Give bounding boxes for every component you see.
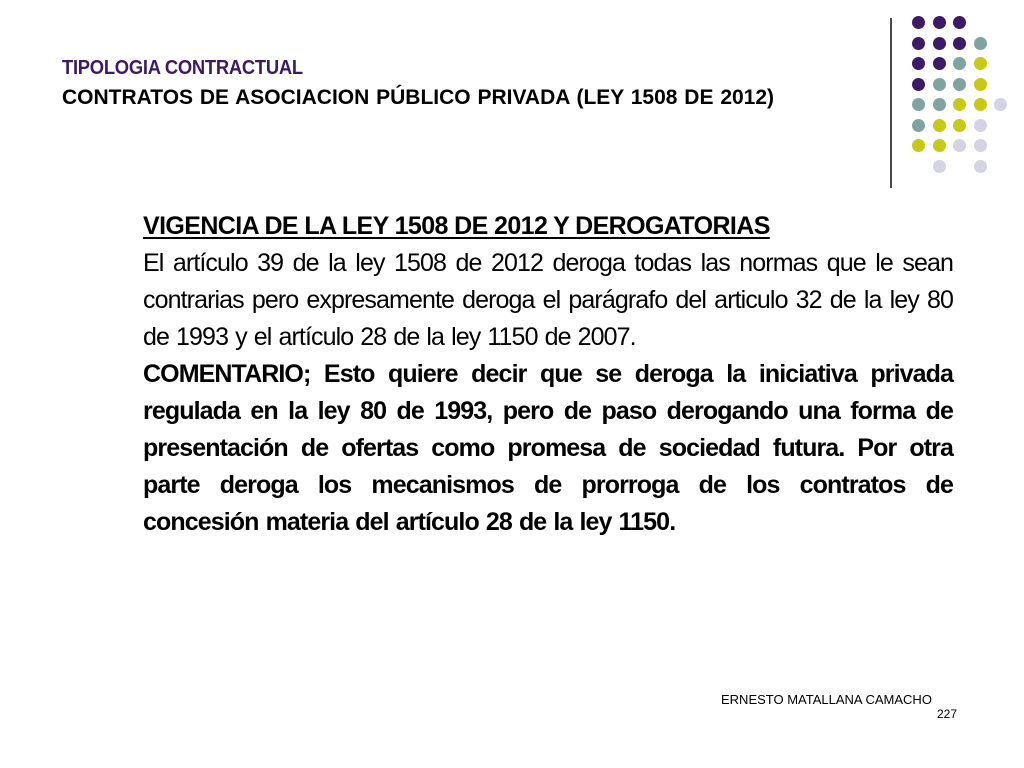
section-heading: VIGENCIA DE LA LEY 1508 DE 2012 Y DEROGATORIAS (143, 212, 770, 240)
comment-paragraph: COMENTARIO; Esto quiere decir que se deroga la iniciativa privada regulada en la ley 80 de 1993, pero de paso derogando una forma de presentación de ofertas como promesa de sociedad futura. Por otra parte deroga los mecanismos de prorroga de los contratos de concesión materia del artículo 28 de la ley 1150. (143, 360, 953, 536)
slide-header (62, 55, 862, 113)
decorative-dot (933, 119, 946, 132)
decorative-dot (953, 78, 966, 91)
decorative-dot (974, 98, 987, 111)
decorative-dot (974, 139, 987, 152)
decorative-dot (953, 16, 966, 29)
decorative-dot (974, 160, 987, 173)
decorative-dot (953, 57, 966, 70)
decorative-dot (933, 160, 946, 173)
page-number: 227 (937, 707, 958, 721)
body-paragraph: El artículo 39 de la ley 1508 de 2012 deroga todas las normas que le sean contrarias pero expresamente deroga el parágrafo del articulo 32 de la ley 80 de 1993 y el artículo 28 de la ley 1150 de 2007. (143, 249, 953, 351)
decorative-dot (912, 57, 925, 70)
footer-author: ERNESTO MATALLANA CAMACHO (721, 692, 932, 707)
slide-kicker: TIPOLOGIA CONTRACTUAL (62, 57, 303, 79)
decorative-dot (933, 98, 946, 111)
decorative-dot (974, 119, 987, 132)
decorative-dot (953, 37, 966, 50)
decorative-dot (912, 98, 925, 111)
decorative-dot (933, 37, 946, 50)
slide-title: CONTRATOS DE ASOCIACION PÚBLICO PRIVADA (LEY 1508 DE 2012) (62, 86, 775, 109)
decorative-dot (912, 78, 925, 91)
decorative-dot (912, 119, 925, 132)
decorative-dot (994, 98, 1007, 111)
decorative-dot (933, 16, 946, 29)
decorative-dot (953, 139, 966, 152)
decorative-dot (953, 98, 966, 111)
decorative-dot (933, 139, 946, 152)
decorative-dot (974, 78, 987, 91)
decorative-dot (933, 78, 946, 91)
decorative-dot (912, 139, 925, 152)
decorative-dot (912, 16, 925, 29)
decorative-dot (953, 119, 966, 132)
slide-body (143, 208, 953, 541)
decorative-dot (974, 57, 987, 70)
decorative-dot (933, 57, 946, 70)
decorative-dot (974, 37, 987, 50)
header-divider (890, 18, 892, 188)
decorative-dot (912, 37, 925, 50)
